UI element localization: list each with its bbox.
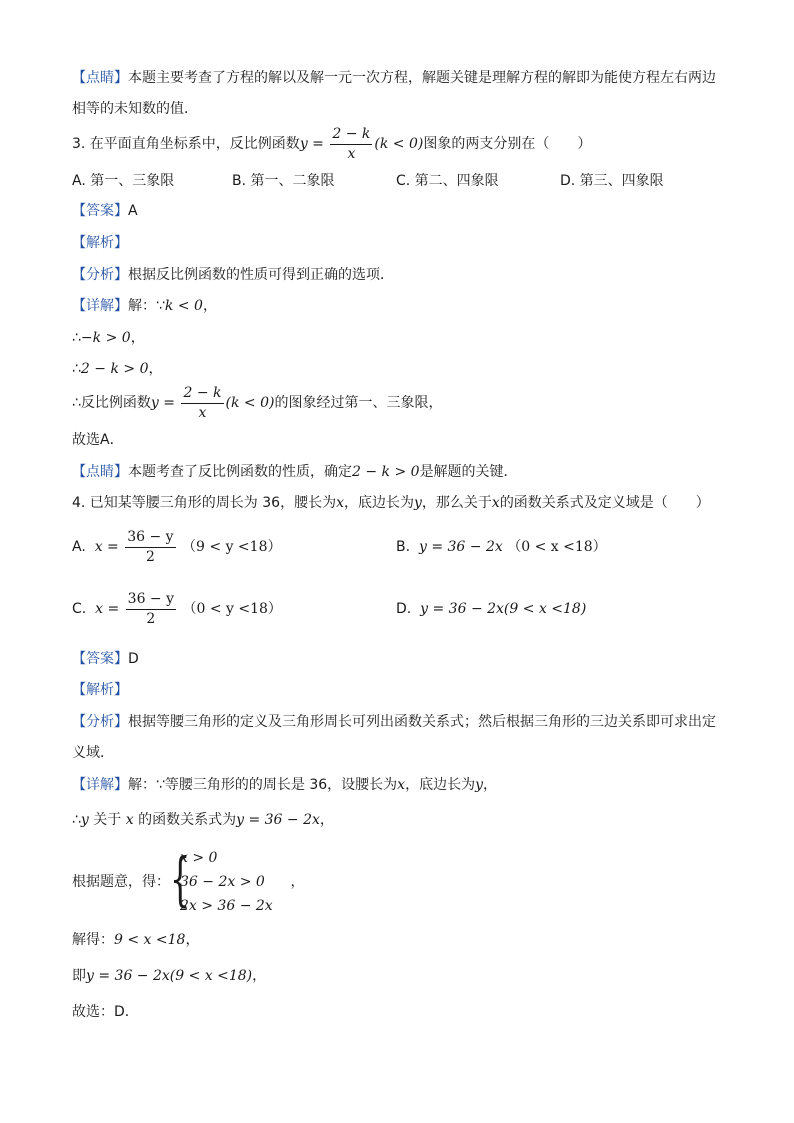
punct: ， [130,330,145,346]
math-var-y: y [80,812,89,828]
q4-option-c [72,589,282,629]
punct: ， [202,298,217,314]
question-3-text: 3. 在平面直角坐标系中，反比例函数 [72,136,300,152]
math-eq: = [158,395,180,411]
therefore-symbol: ∴ [72,330,81,346]
detail-tag: 【详解】 [72,298,128,314]
option-label: C. [72,601,87,617]
q4-analyze-line-1 [72,712,716,732]
comment-line-2 [72,99,198,119]
step-text: ∴反比例函数 [72,395,151,411]
option-label: B. [396,539,411,555]
question-3-text-end: 图象的两支分别在（ ） [423,136,592,152]
math-expr: y = 36 − 2x(9 < x <18) [86,968,253,984]
q3-answer [72,201,138,221]
q4-option-a [72,527,281,567]
fraction [181,384,223,422]
math-condition: (k < 0) [225,395,275,411]
relation-text: 关于 [88,812,126,828]
math-expr: y = 36 − 2x(9 < x <18) [420,601,587,617]
comment-text: 本题主要考查了方程的解以及解一元一次方程，解题关键是理解方程的解即为能使方程左右两边 [128,70,716,86]
brace-symbol: { [170,845,191,913]
math-var-y: y [299,136,308,152]
fraction-denominator: 2 [145,549,155,565]
q3-step-1 [72,328,145,348]
q3-comment [72,462,518,482]
math-var-y: y [475,777,483,793]
q4-analyze-line-2: 义域． [72,745,114,761]
q3-option-a: A. 第一、三象限 [72,173,175,189]
math-var-x: x [397,777,406,793]
fraction-numerator: 36 − y [125,528,175,548]
analyze-text: 根据等腰三角形的定义及三角形周长可列出函数关系式；然后根据三角形的三边关系即可求出定 [128,714,716,730]
fraction-numerator: 2 − k [181,384,223,404]
analyze-tag: 【分析】 [72,714,128,730]
math-expr: 2 − k > 0 [352,464,420,480]
fraction-denominator: 2 [146,611,156,627]
then-text: 即 [72,968,86,984]
math-condition: （0 < x <18） [507,539,607,555]
math-var-x: x [336,495,344,511]
fraction-denominator: x [347,146,356,162]
math-expr: k < 0 [164,298,203,314]
analyze-text: 根据反比例函数的性质可得到正确的选项． [128,267,394,283]
punct: ， [290,874,305,890]
q4-option-b [396,537,607,557]
math-expr: −k > 0 [80,330,131,346]
q3-step-3 [72,383,442,423]
q4-solve [72,930,199,950]
analysis-tag: 【解析】 [72,682,128,698]
math-lhs: x = [95,601,124,617]
math-var-x: x [125,812,134,828]
analysis-tag: 【解析】 [72,235,128,251]
question-4-stem [72,493,710,513]
math-condition: (k < 0) [374,136,424,152]
math-condition: （0 < y <18） [182,601,282,617]
fraction-numerator: 36 − y [126,590,176,610]
answer-tag: 【答案】 [72,203,128,219]
q3-analysis-heading [72,233,128,253]
solve-text: 解得： [72,932,114,948]
math-expr: 9 < x <18 [114,932,186,948]
punct: ， [319,812,334,828]
relation-text: 的函数关系式为 [133,812,237,828]
math-condition: （9 < y <18） [182,539,282,555]
q3-choose: 故选A． [72,432,124,448]
comment-text-cont: 相等的未知数的值． [72,101,198,117]
math-expr: y = 36 − 2x [236,812,320,828]
comment-text: 本题考查了反比例函数的性质，确定 [128,464,352,480]
answer-tag: 【答案】 [72,651,128,667]
q4-option-d [396,599,586,619]
q4-detail [72,775,497,795]
detail-text: ，底边长为 [405,777,476,793]
punct: ， [148,361,163,377]
punct: ， [252,968,267,984]
question-4-text: ，底边长为 [343,495,414,511]
question-3-stem [72,124,591,164]
q4-analysis-heading [72,680,128,700]
math-expr: y = 36 − 2x [418,539,503,555]
fraction [125,528,175,566]
math-expr: 2 − k > 0 [80,361,149,377]
answer-value: D [128,651,139,667]
system-row: x > 0 [180,850,218,866]
system-row: 2x > 36 − 2x [180,898,273,914]
q3-detail [72,296,217,316]
analyze-tag: 【分析】 [72,267,128,283]
q4-system [72,846,305,918]
math-var-y: y [150,395,159,411]
fraction-denominator: x [198,405,207,421]
therefore-symbol: ∴ [72,361,81,377]
question-4-text: ，那么关于 [421,495,492,511]
comment-text-end: 是解题的关键． [419,464,518,480]
detail-text: 解：∵等腰三角形的的周长是 36，设腰长为 [128,777,398,793]
math-eq: = [307,136,329,152]
q4-choose: 故选：D． [72,1004,139,1020]
math-lhs: x = [94,539,124,555]
question-4-text: 4. 已知某等腰三角形的周长为 36，腰长为 [72,495,337,511]
comment-tag: 【点睛】 [72,464,128,480]
inequality-system [170,846,273,918]
fraction [330,125,372,163]
comment-tag: 【点睛】 [72,70,128,86]
math-var-x: x [491,495,500,511]
question-4-text-end: 的函数关系式及定义域是（ ） [499,495,710,511]
system-row: 36 − 2x > 0 [180,874,265,890]
detail-text: 解：∵ [128,298,165,314]
q3-option-c: C. 第二、四象限 [396,173,499,189]
step-text-end: 的图象经过第一、三象限， [274,395,443,411]
q3-analyze [72,265,394,285]
answer-value: A [128,203,138,219]
punct: ， [483,777,497,793]
system-intro: 根据题意，得： [72,874,170,890]
q3-option-b: B. 第一、二象限 [232,173,335,189]
fraction [126,590,176,628]
comment-line-1 [72,68,716,88]
fraction-numerator: 2 − k [330,125,372,145]
detail-tag: 【详解】 [72,777,128,793]
q4-relation [72,810,334,830]
q4-then [72,966,266,986]
q3-option-d: D. 第三、四象限 [560,173,664,189]
punct: ， [185,932,200,948]
option-label: A. [72,539,86,555]
therefore-symbol: ∴ [72,812,81,828]
math-var-y: y [413,495,422,511]
q4-answer [72,649,139,669]
option-label: D. [396,601,412,617]
q3-step-2 [72,359,162,379]
